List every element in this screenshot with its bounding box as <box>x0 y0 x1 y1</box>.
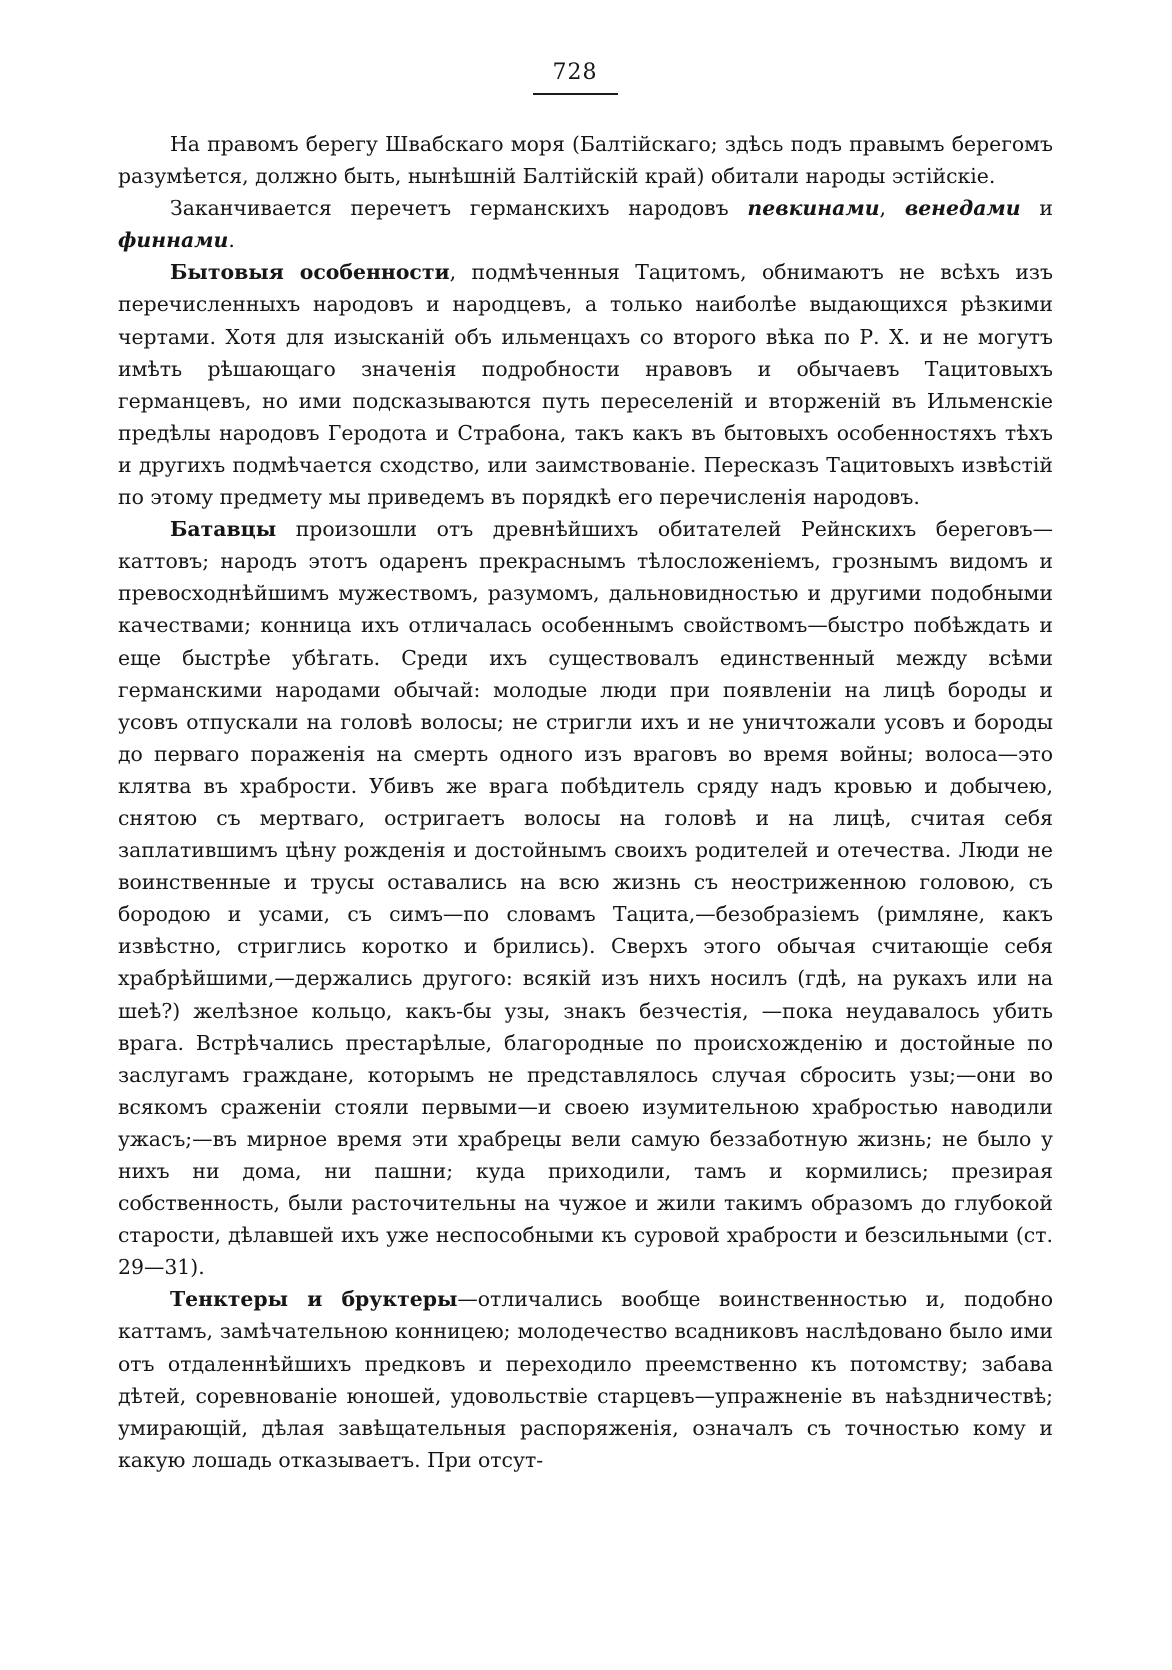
peoples-list-lead: Заканчивается перечетъ германскихъ народовъ <box>170 196 748 221</box>
paragraph-estii-text: На правомъ берегу Швабскаго моря (Балтійскаго; здѣсь подъ правымъ берегомъ разумѣется, должно быть, нынѣшній Балтійскій край) обитали народы эстійскіе. <box>118 132 1053 189</box>
batavi-heading: Батавцы <box>170 517 277 542</box>
paragraph-peoples-list <box>118 192 1053 256</box>
customs-heading: Бытовыя особенности <box>170 260 450 285</box>
paragraph-tencteri <box>118 1283 1053 1476</box>
peoples-list-emph-venedi: венедами <box>904 196 1021 221</box>
paragraph-batavi <box>118 513 1053 1283</box>
paragraph-customs <box>118 256 1053 513</box>
page-number-underline <box>533 93 618 95</box>
paragraph-estii <box>118 128 1053 192</box>
batavi-text: произошли отъ древнѣйшихъ обитателей Рейнскихъ береговъ—каттовъ; народъ этотъ одаренъ прекраснымъ тѣлосложеніемъ, грознымъ видомъ и превосходнѣйшимъ мужествомъ, разумомъ, дальновидностью и другими подобными качествами; конница ихъ отличалась особеннымъ свойствомъ—быстро побѣждать и еще быстрѣе убѣгать. Среди ихъ существовалъ единственный между всѣми германскими народами обычай: молодые люди при появленіи на лицѣ бороды и усовъ отпускали на головѣ волосы; не стригли ихъ и не уничтожали усовъ и бороды до перваго пораженія на смерть одного изъ враговъ во время войны; волоса—это клятва въ храбрости. Убивъ же врага побѣдитель сряду надъ кровью и добычею, снятою съ мертваго, остригаетъ волосы на головѣ и на лицѣ, считая себя заплатившимъ цѣну рожденія и достойнымъ своихъ родителей и отечества. Люди не воинственные и трусы оставались на всю жизнь съ неостриженною головою, съ бородою и усами, съ симъ—по словамъ Тацита,—безобразіемъ (римляне, какъ извѣстно, стриглись коротко и брились). Сверхъ этого обычая считающіе себя храбрѣйшими,—держались другого: всякій изъ нихъ носилъ (гдѣ, на рукахъ или на шеѣ?) желѣзное кольцо, какъ-бы узы, знакъ безчестія, —пока неудавалось убить врага. Встрѣчались престарѣлые, благородные по происхожденію и достойные по заслугамъ граждане, которымъ не представлялось случая сбросить узы;—они во всякомъ сраженіи стояли первыми—и своею изумительною храбростью наводили ужасъ;—въ мирное время эти храбрецы вели самую беззаботную жизнь; не было у нихъ ни дома, ни пашни; куда приходили, тамъ и кормились; презирая собственность, были расточительны на чужое и жили такимъ образомъ до глубокой старости, дѣлавшей ихъ уже неспособными къ суровой храбрости и безсильными (ст. 29—31). <box>118 517 1053 1280</box>
page-number: 728 <box>552 60 598 85</box>
customs-text: , подмѣченныя Тацитомъ, обнимаютъ не всѣхъ изъ перечисленныхъ народовъ и народцевъ, а только наиболѣе выдающихся рѣзкими чертами. Хотя для изысканій объ ильменцахъ со второго вѣка по Р. Х. и не могутъ имѣть рѣшающаго значенія подробности нравовъ и обычаевъ Тацитовыхъ германцевъ, но ими подсказываются путь переселеній и вторженій въ Ильменскіе предѣлы народовъ Геродота и Страбона, такъ какъ въ бытовыхъ особенностяхъ тѣхъ и другихъ подмѣчается сходство, или заимствованіе. Пересказъ Тацитовыхъ извѣстій по этому предмету мы приведемъ въ порядкѣ его перечисленія народовъ. <box>118 260 1053 510</box>
body-text <box>118 128 1053 1476</box>
tencteri-text: —отличались вообще воинственностью и, подобно каттамъ, замѣчательною конницею; молодечество всадниковъ наслѣдовано было ими отъ отдаленнѣйшихъ предковъ и переходило преемственно къ потомству; забава дѣтей, соревнованіе юношей, удовольствіе старцевъ—упражненіе въ наѣздничествѣ; умирающій, дѣлая завѣщательныя распоряженія, означалъ съ точностью кому и какую лошадь отказываетъ. При отсут- <box>118 1287 1053 1472</box>
peoples-list-sep-2: и <box>1020 196 1054 221</box>
peoples-list-tail: . <box>228 228 235 253</box>
peoples-list-emph-peukini: певкинами <box>747 196 880 221</box>
peoples-list-emph-finni: финнами <box>118 228 229 253</box>
tencteri-heading: Тенктеры и бруктеры <box>170 1287 458 1312</box>
peoples-list-sep-1: , <box>879 196 905 221</box>
